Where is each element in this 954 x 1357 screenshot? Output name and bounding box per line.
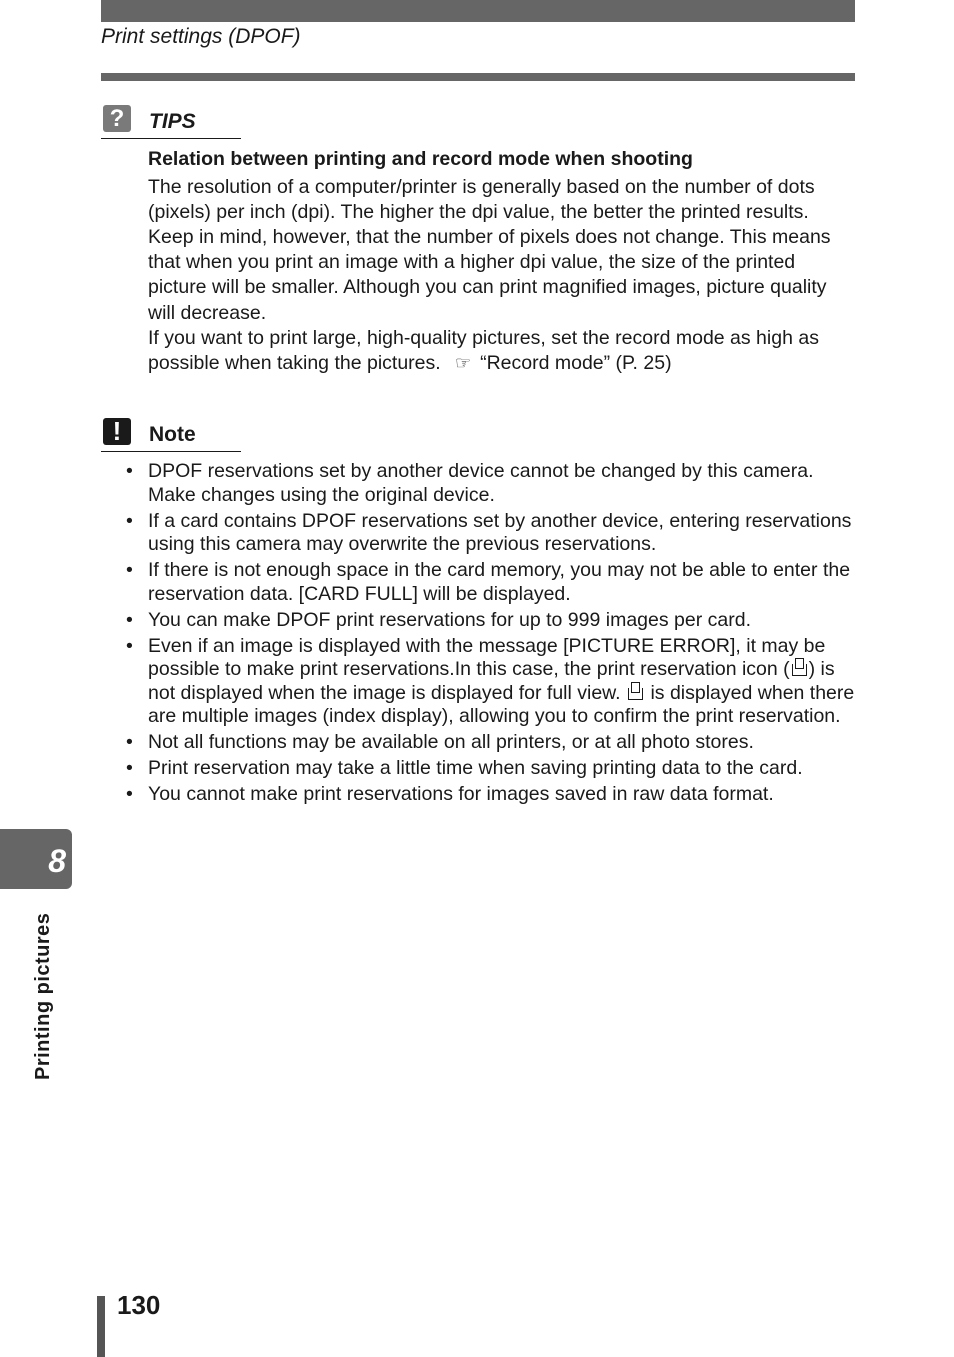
tips-subheading: Relation between printing and record mode when shooting xyxy=(148,148,693,170)
note-item: • DPOF reservations set by another device cannot be changed by this camera. Make changes using the original device. xyxy=(126,460,856,507)
tips-label: TIPS xyxy=(149,110,196,133)
header-bar-top xyxy=(101,0,855,22)
note-item: • If there is not enough space in the card memory, you may not be able to enter the reservation data. [CARD FULL] will be displayed. xyxy=(126,559,856,606)
chapter-label: Printing pictures xyxy=(32,912,54,1080)
print-reservation-icon xyxy=(792,664,807,676)
note-item: • If a card contains DPOF reservations set by another device, entering reservations using this camera may overwrite the previous reservations. xyxy=(126,510,856,557)
note-item: • You can make DPOF print reservations for up to 999 images per card. xyxy=(126,609,856,633)
print-reservation-icon xyxy=(628,688,643,700)
note-item: • You cannot make print reservations for images saved in raw data format. xyxy=(126,783,856,807)
note-item-text: ) is not displayed when the image is displayed for full view. xyxy=(148,658,835,704)
note-item-text: Even if an image is displayed with the message [PICTURE ERROR], it may be possible to make print reservations.In this case, the print reservation icon ( xyxy=(148,634,826,680)
note-list xyxy=(126,460,856,809)
chapter-tab xyxy=(0,829,72,889)
note-item xyxy=(126,635,856,729)
note-label: Note xyxy=(149,423,196,446)
note-heading-block xyxy=(101,417,241,452)
pointing-hand-icon: ☞ xyxy=(455,352,472,373)
question-icon: ? xyxy=(103,105,131,132)
tips-paragraph-2-text: If you want to print large, high-quality pictures, set the record mode as high as possible when taking the pictures. xyxy=(148,326,819,374)
note-item-text: is displayed when there are multiple images (index display), allowing you to confirm the print reservation. xyxy=(148,681,855,727)
header-bar-bottom xyxy=(101,73,855,81)
page-number: 130 xyxy=(117,1290,161,1320)
chapter-number: 8 xyxy=(48,843,66,879)
note-item: • Print reservation may take a little time when saving printing data to the card. xyxy=(126,757,856,781)
tips-body xyxy=(148,147,858,376)
note-item: • Not all functions may be available on all printers, or at all photo stores. xyxy=(126,731,856,755)
exclamation-icon: ! xyxy=(103,418,131,445)
tips-heading-block xyxy=(101,104,241,139)
page-number-bar xyxy=(97,1296,105,1357)
page-header-title: Print settings (DPOF) xyxy=(101,25,301,48)
tips-paragraph-2 xyxy=(148,326,858,376)
record-mode-reference: “Record mode” (P. 25) xyxy=(480,351,672,374)
tips-paragraph-1: The resolution of a computer/printer is generally based on the number of dots (pixels) per inch (dpi). The higher the dpi value, the better the printed results. Keep in mind, however, that the number of pixels does not change. This means that when you print an image with a higher dpi value, the size of the printed picture will be smaller. Although you can print magnified images, picture quality will decrease. xyxy=(148,176,831,324)
